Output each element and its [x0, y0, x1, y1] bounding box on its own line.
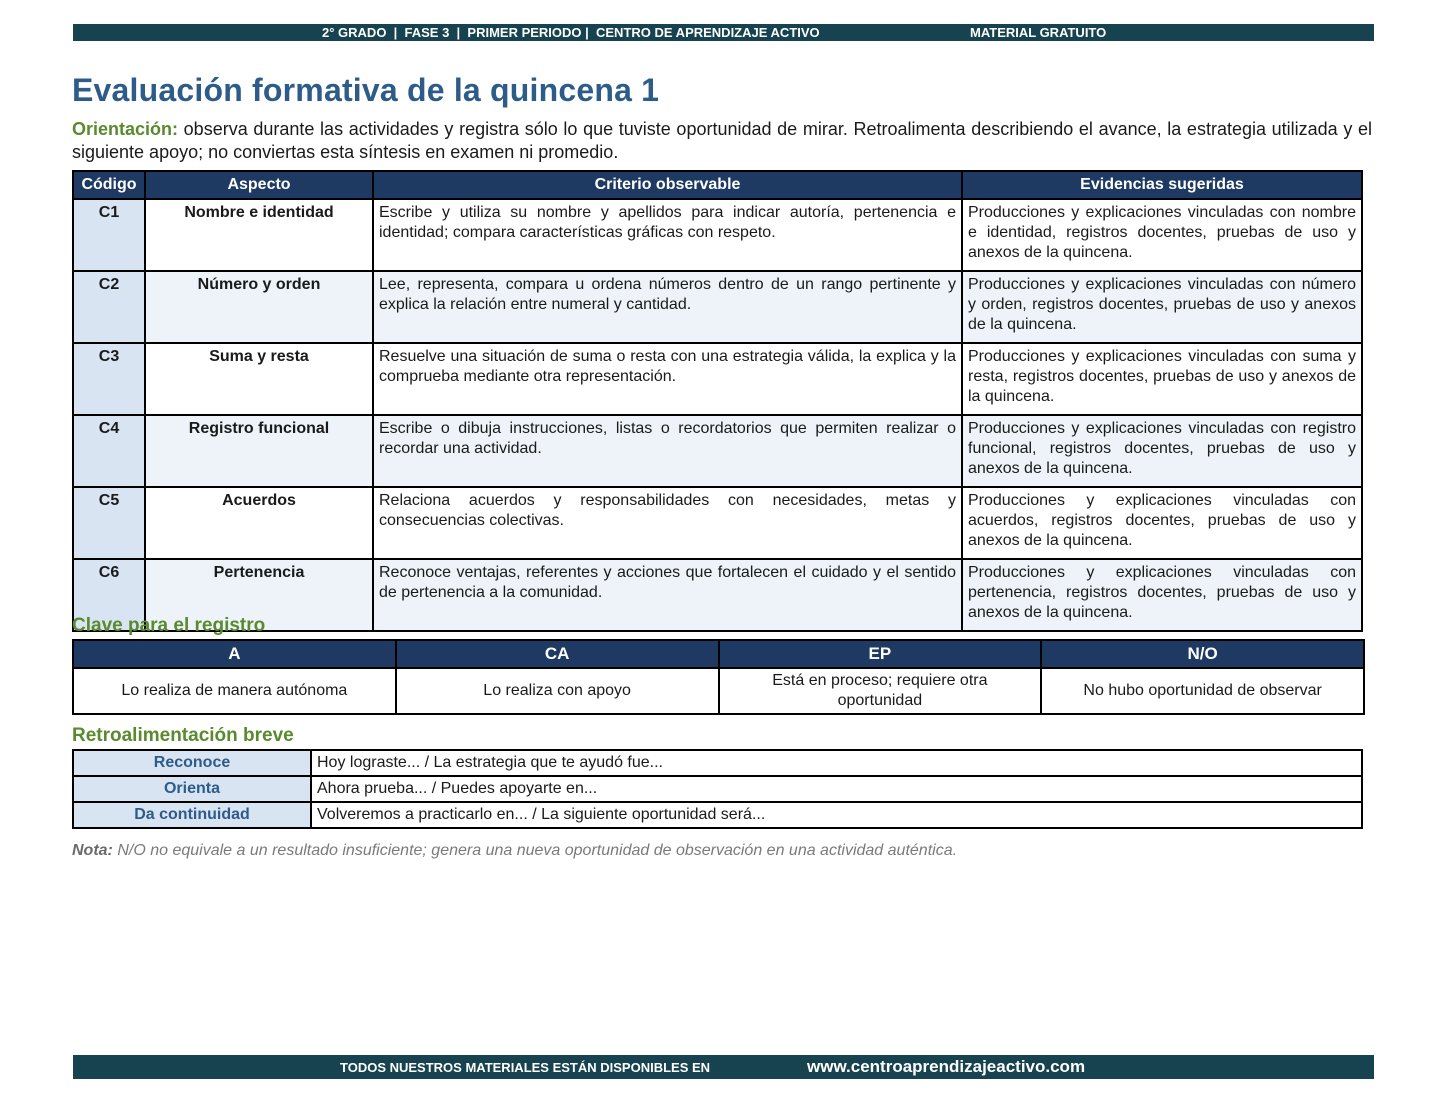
- row-evidence: Producciones y explicaciones vinculadas con suma y resta, registros docentes, pruebas de uso y anexos de la quincena.: [962, 343, 1362, 415]
- key-heading: Clave para el registro: [72, 615, 266, 636]
- orientation-label: Orientación:: [72, 119, 179, 139]
- row-evidence: Producciones y explicaciones vinculadas con nombre e identidad, registros docentes, pruebas de uso y anexos de la quincena.: [962, 199, 1362, 271]
- row-code: C3: [73, 343, 145, 415]
- key-table: [72, 639, 1365, 715]
- table-row: [73, 199, 1362, 271]
- header-criterion: Criterio observable: [373, 171, 962, 199]
- feedback-table: [72, 749, 1363, 829]
- key-header-ep: EP: [719, 640, 1042, 668]
- footer-bar: [73, 1055, 1374, 1079]
- feedback-heading: Retroalimentación breve: [72, 725, 294, 746]
- row-code: C6: [73, 559, 145, 631]
- row-criterion: Reconoce ventajas, referentes y acciones que fortalecen el cuidado y el sentido de pertenencia a la comunidad.: [373, 559, 962, 631]
- note-body: N/O no equivale a un resultado insuficiente; genera una nueva oportunidad de observación en una actividad auténtica.: [112, 842, 958, 859]
- row-aspect: Pertenencia: [145, 559, 373, 631]
- orientation-paragraph: [72, 118, 1372, 164]
- key-value-ep: Está en proceso; requiere otra oportunidad: [719, 668, 1042, 714]
- row-code: C5: [73, 487, 145, 559]
- feedback-value: Volveremos a practicarlo en... / La siguiente oportunidad será...: [311, 802, 1362, 828]
- key-value-no: No hubo oportunidad de observar: [1041, 668, 1364, 714]
- note-text: [72, 842, 957, 860]
- row-criterion: Lee, representa, compara u ordena números dentro de un rango pertinente y explica la relación entre numeral y cantidad.: [373, 271, 962, 343]
- row-criterion: Escribe o dibuja instrucciones, listas o recordatorios que permiten realizar o recordar una actividad.: [373, 415, 962, 487]
- note-label: Nota:: [72, 842, 113, 859]
- header-aspect: Aspecto: [145, 171, 373, 199]
- key-header-row: [73, 640, 1364, 668]
- row-aspect: Acuerdos: [145, 487, 373, 559]
- feedback-value: Ahora prueba... / Puedes apoyarte en...: [311, 776, 1362, 802]
- header-evidence: Evidencias sugeridas: [962, 171, 1362, 199]
- key-value-ca: Lo realiza con apoyo: [396, 668, 719, 714]
- feedback-row: [73, 776, 1362, 802]
- feedback-row: [73, 802, 1362, 828]
- row-evidence: Producciones y explicaciones vinculadas con acuerdos, registros docentes, pruebas de uso y anexos de la quincena.: [962, 487, 1362, 559]
- key-header-ca: CA: [396, 640, 719, 668]
- criteria-table: [72, 170, 1363, 632]
- footer-url-link[interactable]: www.centroaprendizajeactivo.com: [807, 1057, 1086, 1076]
- row-evidence: Producciones y explicaciones vinculadas con registro funcional, registros docentes, pruebas de uso y anexos de la quincena.: [962, 415, 1362, 487]
- header-right-text: MATERIAL GRATUITO: [970, 25, 1107, 40]
- criteria-header-row: [73, 171, 1362, 199]
- row-aspect: Nombre e identidad: [145, 199, 373, 271]
- key-header-a: A: [73, 640, 396, 668]
- row-evidence: Producciones y explicaciones vinculadas con número y orden, registros docentes, pruebas de uso y anexos de la quincena.: [962, 271, 1362, 343]
- table-row: [73, 415, 1362, 487]
- feedback-value: Hoy lograste... / La estrategia que te ayudó fue...: [311, 750, 1362, 776]
- row-evidence: Producciones y explicaciones vinculadas con pertenencia, registros docentes, pruebas de uso y anexos de la quincena.: [962, 559, 1362, 631]
- key-value-row: [73, 668, 1364, 714]
- feedback-key: Da continuidad: [73, 802, 311, 828]
- page-title: Evaluación formativa de la quincena 1: [72, 72, 660, 108]
- row-aspect: Registro funcional: [145, 415, 373, 487]
- table-row: [73, 271, 1362, 343]
- feedback-row: [73, 750, 1362, 776]
- key-value-a: Lo realiza de manera autónoma: [73, 668, 396, 714]
- row-aspect: Suma y resta: [145, 343, 373, 415]
- table-row: [73, 559, 1362, 631]
- header-bar: [73, 24, 1374, 41]
- row-code: C2: [73, 271, 145, 343]
- feedback-key: Reconoce: [73, 750, 311, 776]
- row-code: C1: [73, 199, 145, 271]
- row-criterion: Relaciona acuerdos y responsabilidades con necesidades, metas y consecuencias colectivas.: [373, 487, 962, 559]
- key-header-no: N/O: [1041, 640, 1364, 668]
- feedback-key: Orienta: [73, 776, 311, 802]
- table-row: [73, 343, 1362, 415]
- orientation-text: observa durante las actividades y registra sólo lo que tuviste oportunidad de mirar. Retroalimenta describiendo el avance, la estrategia utilizada y el siguiente apoyo; no conviertas esta síntesis en examen ni promedio.: [72, 119, 1372, 162]
- row-criterion: Resuelve una situación de suma o resta con una estrategia válida, la explica y la comprueba mediante otra representación.: [373, 343, 962, 415]
- header-code: Código: [73, 171, 145, 199]
- row-code: C4: [73, 415, 145, 487]
- table-row: [73, 487, 1362, 559]
- row-aspect: Número y orden: [145, 271, 373, 343]
- header-left-text: 2° GRADO | FASE 3 | PRIMER PERIODO | CENTRO DE APRENDIZAJE ACTIVO: [322, 25, 820, 40]
- footer-left-text: TODOS NUESTROS MATERIALES ESTÁN DISPONIBLES EN: [340, 1060, 711, 1075]
- row-criterion: Escribe y utiliza su nombre y apellidos para indicar autoría, pertenencia e identidad; compara características gráficas con respeto.: [373, 199, 962, 271]
